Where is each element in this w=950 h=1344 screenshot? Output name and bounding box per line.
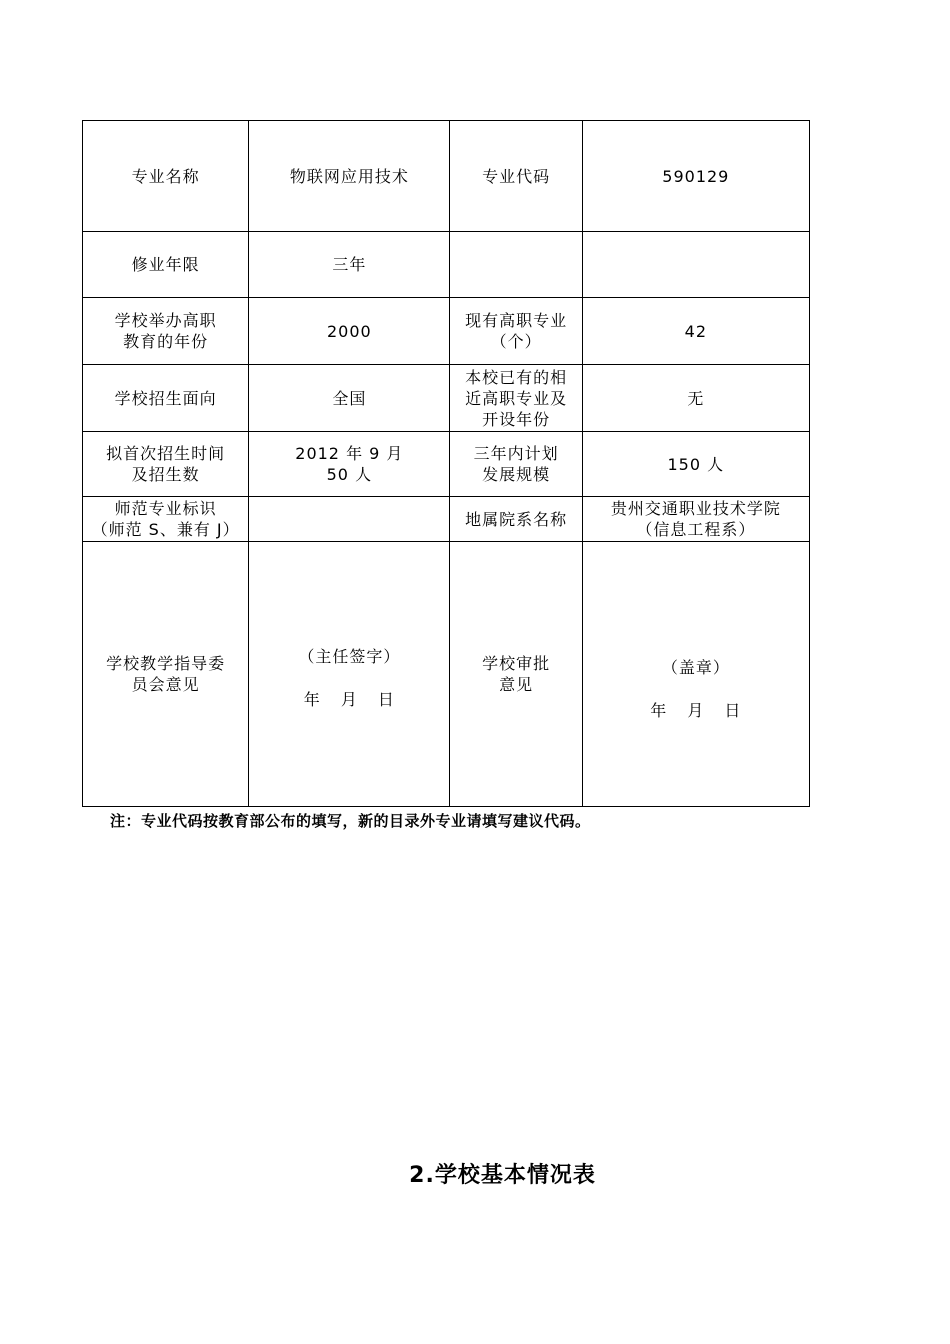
label-line: 学校举办高职 [114, 311, 217, 330]
value-start-year: 2000 [249, 298, 450, 365]
value-line: 贵州交通职业技术学院 [610, 499, 781, 518]
label-normal-major-flag [83, 497, 249, 542]
label-line: 发展规模 [482, 465, 551, 484]
value-three-year-plan: 150 人 [582, 432, 809, 497]
value-normal-major-flag [249, 497, 450, 542]
table-row [83, 121, 810, 232]
value-similar-majors: 无 [582, 365, 809, 432]
label-line: 员会意见 [131, 675, 200, 694]
committee-signature-area [249, 542, 450, 807]
value-first-enrollment [249, 432, 450, 497]
label-enrollment-scope: 学校招生面向 [83, 365, 249, 432]
label-line: 三年内计划 [473, 444, 559, 463]
footnote: 注：专业代码按教育部公布的填写，新的目录外专业请填写建议代码。 [110, 812, 591, 830]
label-line: 学校审批 [482, 654, 551, 673]
label-line: 学校教学指导委 [106, 654, 226, 673]
date-label: 年 月 日 [650, 701, 742, 720]
table-row [83, 432, 810, 497]
label-first-enrollment [83, 432, 249, 497]
signature-label: （主任签字） [298, 647, 401, 666]
label-department: 地属院系名称 [450, 497, 582, 542]
label-line: 意见 [499, 675, 534, 694]
label-line: 开设年份 [482, 409, 551, 429]
table-row [83, 232, 810, 298]
empty-cell [582, 232, 809, 298]
label-similar-majors [450, 365, 582, 432]
label-line: （师范 S、兼有 J） [91, 520, 240, 539]
school-seal-area [582, 542, 809, 807]
table-row [83, 365, 810, 432]
value-existing-majors: 42 [582, 298, 809, 365]
label-line: 拟首次招生时间 [106, 444, 226, 463]
label-committee-opinion [83, 542, 249, 807]
value-line: 2012 年 9 月 [295, 444, 404, 463]
label-duration: 修业年限 [83, 232, 249, 298]
application-form-table [82, 120, 810, 807]
value-duration: 三年 [249, 232, 450, 298]
label-start-year [83, 298, 249, 365]
label-school-approval [450, 542, 582, 807]
value-enrollment-scope: 全国 [249, 365, 450, 432]
section-heading [0, 1158, 950, 1189]
label-line: 及招生数 [131, 465, 200, 484]
value-department [582, 497, 809, 542]
label-line: 教育的年份 [123, 332, 209, 351]
label-line: （个） [490, 332, 542, 351]
value-major-name: 物联网应用技术 [249, 121, 450, 232]
label-line: 师范专业标识 [114, 499, 217, 518]
label-major-code: 专业代码 [450, 121, 582, 232]
value-line: 50 人 [326, 465, 373, 484]
value-line: （信息工程系） [636, 520, 756, 539]
table-row [83, 298, 810, 365]
label-line: 现有高职专业 [465, 311, 568, 330]
table-row [83, 497, 810, 542]
value-major-code: 590129 [582, 121, 809, 232]
label-line: 本校已有的相 [465, 367, 568, 387]
empty-cell [450, 232, 582, 298]
seal-label: （盖章） [661, 658, 730, 677]
section-heading-text: 2.学校基本情况表 [409, 1163, 596, 1188]
label-three-year-plan [450, 432, 582, 497]
label-existing-majors [450, 298, 582, 365]
label-major-name: 专业名称 [83, 121, 249, 232]
table-row [83, 542, 810, 807]
label-line: 近高职专业及 [465, 388, 568, 408]
date-label: 年 月 日 [303, 690, 395, 709]
